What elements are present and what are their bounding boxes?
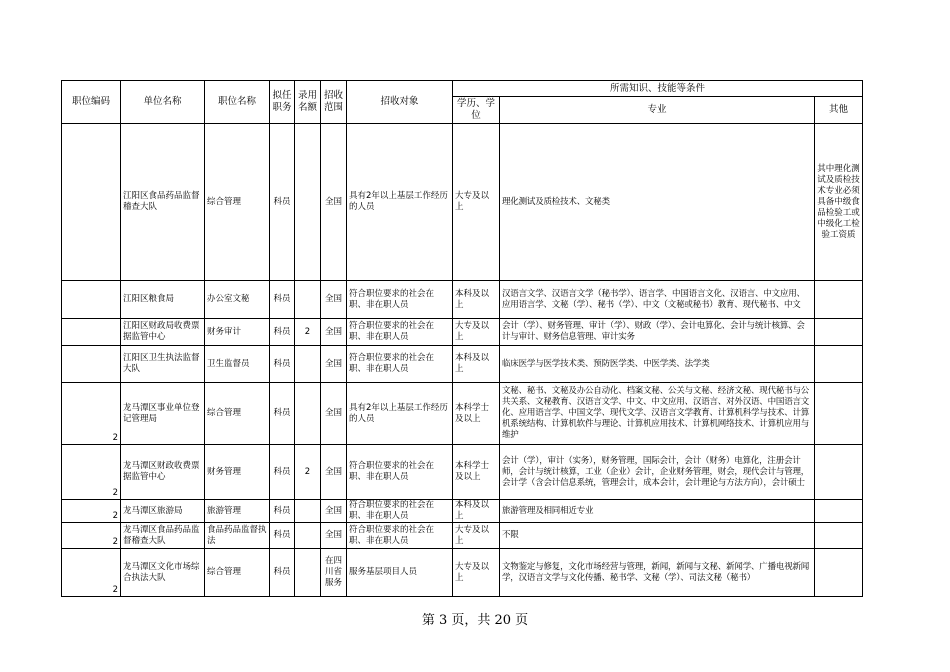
cell-count — [295, 523, 321, 549]
header-code: 职位编码 — [62, 81, 121, 124]
cell-range: 全国 — [321, 346, 347, 383]
cell-range: 全国 — [321, 281, 347, 319]
cell-target: 符合职位要求的社会在职、非在职人员 — [347, 319, 453, 346]
cell-count — [295, 281, 321, 319]
table-row — [62, 319, 863, 346]
cell-duty: 科员 — [270, 383, 295, 445]
cell-duty: 科员 — [270, 523, 295, 549]
header-education: 学历、学位 — [453, 97, 500, 124]
cell-other — [815, 523, 863, 549]
cell-duty: 科员 — [270, 346, 295, 383]
cell-education: 大专及以上 — [453, 523, 500, 549]
cell-range: 全国 — [321, 523, 347, 549]
table-row — [62, 445, 863, 500]
header-conditions: 所需知识、技能等条件 — [453, 81, 863, 97]
header-count: 录用名额 — [295, 81, 321, 124]
table-row — [62, 346, 863, 383]
cell-duty: 科员 — [270, 500, 295, 523]
cell-education: 大专及以上 — [453, 124, 500, 281]
cell-code — [62, 319, 121, 346]
cell-position: 综合管理 — [205, 549, 270, 597]
table-row — [62, 383, 863, 445]
cell-duty: 科员 — [270, 549, 295, 597]
cell-code: 2 — [62, 500, 121, 523]
cell-education: 大专及以上 — [453, 549, 500, 597]
cell-count: 2 — [295, 319, 321, 346]
recruitment-table — [61, 80, 863, 597]
cell-major: 文秘、秘书、文秘及办公自动化、档案文秘、公关与文秘、经济文秘、现代秘书与公共关系、文秘教育、汉语言文学、中文、中文应用、汉语言、对外汉语、中国语言文化、应用语言学、中国文学、现代文学、汉语言文学教育、计算机科学与技术、计算机系统结构、计算机软件与理论、计算机应用技术、计算机网络技术、计算机应用与维护 — [500, 383, 815, 445]
cell-range: 全国 — [321, 500, 347, 523]
cell-major: 不限 — [500, 523, 815, 549]
table-body — [62, 124, 863, 597]
cell-range: 在四川省服务 — [321, 549, 347, 597]
cell-other — [815, 319, 863, 346]
cell-education: 本科及以上 — [453, 500, 500, 523]
cell-unit: 龙马潭区事业单位登记管理局 — [121, 383, 205, 445]
cell-count — [295, 124, 321, 281]
header-position: 职位名称 — [205, 81, 270, 124]
cell-other — [815, 549, 863, 597]
cell-major: 文物鉴定与修复，文化市场经营与管理，新闻，新闻与文秘、新闻学、广播电视新闻学，汉语言文学与文化传播、秘书学、文秘（学）、司法文秘（秘书） — [500, 549, 815, 597]
cell-target: 服务基层项目人员 — [347, 549, 453, 597]
cell-position: 财务审计 — [205, 319, 270, 346]
header-unit: 单位名称 — [121, 81, 205, 124]
cell-education: 本科学士及以上 — [453, 383, 500, 445]
cell-count — [295, 549, 321, 597]
cell-unit: 龙马潭区财政收费票据监管中心 — [121, 445, 205, 500]
cell-unit: 江阳区财政局收费票据监管中心 — [121, 319, 205, 346]
cell-unit: 龙马潭区文化市场综合执法大队 — [121, 549, 205, 597]
cell-code: 2 — [62, 523, 121, 549]
cell-count — [295, 346, 321, 383]
cell-major: 旅游管理及相同相近专业 — [500, 500, 815, 523]
cell-position: 财务管理 — [205, 445, 270, 500]
cell-major: 临床医学与医学技术类、预防医学类、中医学类、法学类 — [500, 346, 815, 383]
cell-position: 综合管理 — [205, 124, 270, 281]
cell-position: 办公室文秘 — [205, 281, 270, 319]
cell-target: 符合职位要求的社会在职、非在职人员 — [347, 281, 453, 319]
cell-position: 卫生监督员 — [205, 346, 270, 383]
cell-count: 2 — [295, 445, 321, 500]
cell-code — [62, 124, 121, 281]
cell-target: 符合职位要求的社会在职、非在职人员 — [347, 500, 453, 523]
cell-range: 全国 — [321, 445, 347, 500]
cell-code: 2 — [62, 549, 121, 597]
cell-duty: 科员 — [270, 124, 295, 281]
cell-duty: 科员 — [270, 281, 295, 319]
cell-target: 符合职位要求的社会在职、非在职人员 — [347, 445, 453, 500]
cell-unit: 江阳区卫生执法监督大队 — [121, 346, 205, 383]
cell-range: 全国 — [321, 319, 347, 346]
cell-count — [295, 383, 321, 445]
cell-code: 2 — [62, 383, 121, 445]
table-row — [62, 549, 863, 597]
cell-other — [815, 346, 863, 383]
header-major: 专业 — [500, 97, 815, 124]
table-row — [62, 500, 863, 523]
cell-position: 食品药品监督执法 — [205, 523, 270, 549]
cell-other — [815, 445, 863, 500]
cell-duty: 科员 — [270, 445, 295, 500]
table-row — [62, 281, 863, 319]
cell-target: 符合职位要求的社会在职、非在职人员 — [347, 346, 453, 383]
cell-target: 符合职位要求的社会在职、非在职人员 — [347, 523, 453, 549]
cell-major: 会计（学），审计（实务），财务管理，国际会计，会计（财务）电算化，注册会计师，会计与统计核算，工业（企业）会计，企业财务管理，财会，现代会计与管理，会计学（含会计信息系统，管理会计，成本会计，会计理论与方法方向），会计硕士 — [500, 445, 815, 500]
header-duty: 拟任职务 — [270, 81, 295, 124]
cell-position: 旅游管理 — [205, 500, 270, 523]
cell-education: 大专及以上 — [453, 319, 500, 346]
cell-code — [62, 281, 121, 319]
cell-education: 本科及以上 — [453, 346, 500, 383]
cell-target: 具有2年以上基层工作经历的人员 — [347, 124, 453, 281]
cell-unit: 龙马潭区旅游局 — [121, 500, 205, 523]
cell-other: 其中理化测试及质检技术专业必须具备中级食品检验工或中级化工检验工资质 — [815, 124, 863, 281]
cell-major: 汉语言文学、汉语言文学（秘书学）、语言学、中国语言文化、汉语言、中文应用、应用语言学、文秘（学）、秘书（学）、中文（文秘或秘书）教育、现代秘书、中文 — [500, 281, 815, 319]
table-row — [62, 523, 863, 549]
cell-target: 具有2年以上基层工作经历的人员 — [347, 383, 453, 445]
page-footer: 第 3 页，共 20 页 — [421, 613, 529, 628]
cell-code: 2 — [62, 445, 121, 500]
cell-unit: 江阳区粮食局 — [121, 281, 205, 319]
cell-range: 全国 — [321, 383, 347, 445]
cell-unit: 龙马潭区食品药品监督稽查大队 — [121, 523, 205, 549]
cell-code — [62, 346, 121, 383]
header-range: 招收范围 — [321, 81, 347, 124]
header-target: 招收对象 — [347, 81, 453, 124]
cell-unit: 江阳区食品药品监督稽查大队 — [121, 124, 205, 281]
cell-range: 全国 — [321, 124, 347, 281]
cell-position: 综合管理 — [205, 383, 270, 445]
cell-duty: 科员 — [270, 319, 295, 346]
cell-major: 会计（学）、财务管理、审计（学）、财政（学）、会计电算化、会计与统计核算、会计与审计、财务信息管理、审计实务 — [500, 319, 815, 346]
cell-other — [815, 500, 863, 523]
cell-education: 本科学士及以上 — [453, 445, 500, 500]
cell-major: 理化测试及质检技术、文秘类 — [500, 124, 815, 281]
cell-education: 本科及以上 — [453, 281, 500, 319]
cell-other — [815, 383, 863, 445]
header-other: 其他 — [815, 97, 863, 124]
cell-count — [295, 500, 321, 523]
table-row — [62, 124, 863, 281]
cell-other — [815, 281, 863, 319]
